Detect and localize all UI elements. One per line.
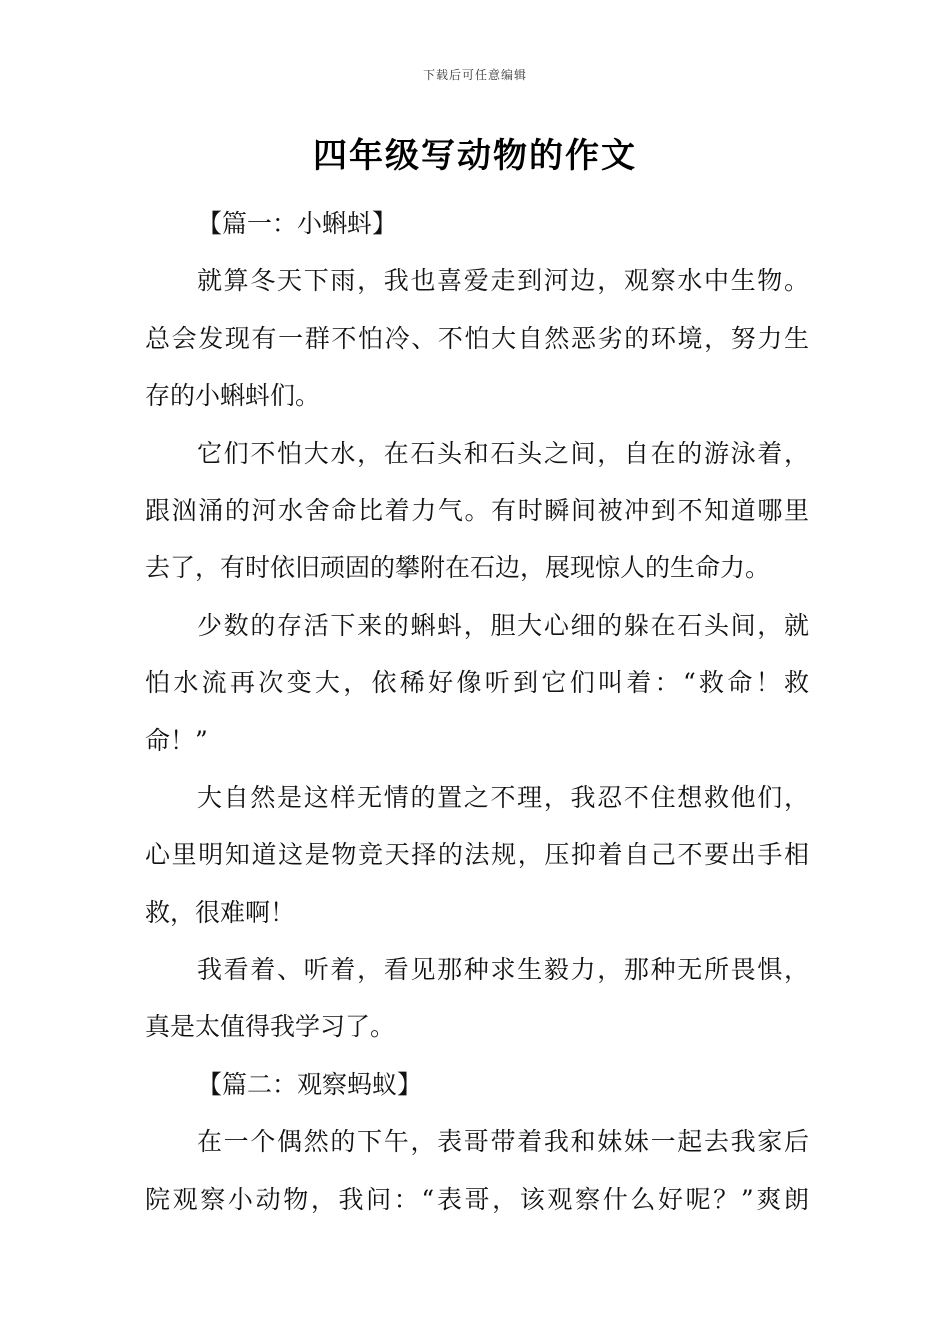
paragraph-line: 心里明知道这是物竞天择的法规，压抑着自己不要出手相	[145, 840, 809, 870]
paragraph-line: 命！”	[145, 725, 208, 755]
paragraph-line: 就算冬天下雨，我也喜爱走到河边，观察水中生物。	[197, 266, 809, 296]
document-body	[145, 204, 809, 1237]
paragraph-line: 大自然是这样无情的置之不理，我忍不住想救他们，	[197, 782, 809, 812]
paragraph-line: 总会发现有一群不怕冷、不怕大自然恶劣的环境，努力生	[145, 323, 809, 353]
paragraph-line: 跟汹涌的河水舍命比着力气。有时瞬间被冲到不知道哪里	[145, 495, 809, 525]
paragraph-line: 在一个偶然的下午，表哥带着我和妹妹一起去我家后	[197, 1127, 809, 1157]
section-heading-2: 【篇二：观察蚂蚁】	[197, 1069, 423, 1099]
paragraph-line: 存的小蝌蚪们。	[145, 381, 321, 411]
header-note: 下载后可任意编辑	[422, 68, 527, 82]
paragraph-line: 怕水流再次变大，依稀好像听到它们叫着：“救命！救	[145, 668, 809, 698]
section-heading-1: 【篇一：小蝌蚪】	[197, 209, 398, 238]
paragraph-line: 救，很难啊！	[145, 897, 296, 927]
paragraph-line: 真是太值得我学习了。	[145, 1012, 396, 1042]
paragraph-line: 少数的存活下来的蝌蚪，胆大心细的躲在石头间，就	[197, 610, 809, 640]
paragraph-line: 院观察小动物，我问：“表哥，该观察什么好呢？”爽朗	[145, 1184, 809, 1214]
paragraph-line: 它们不怕大水，在石头和石头之间，自在的游泳着，	[197, 438, 809, 468]
paragraph-line: 我看着、听着，看见那种求生毅力，那种无所畏惧，	[197, 955, 809, 985]
document-title: 四年级写动物的作文	[313, 136, 637, 176]
paragraph-line: 去了，有时依旧顽固的攀附在石边，展现惊人的生命力。	[145, 553, 771, 583]
